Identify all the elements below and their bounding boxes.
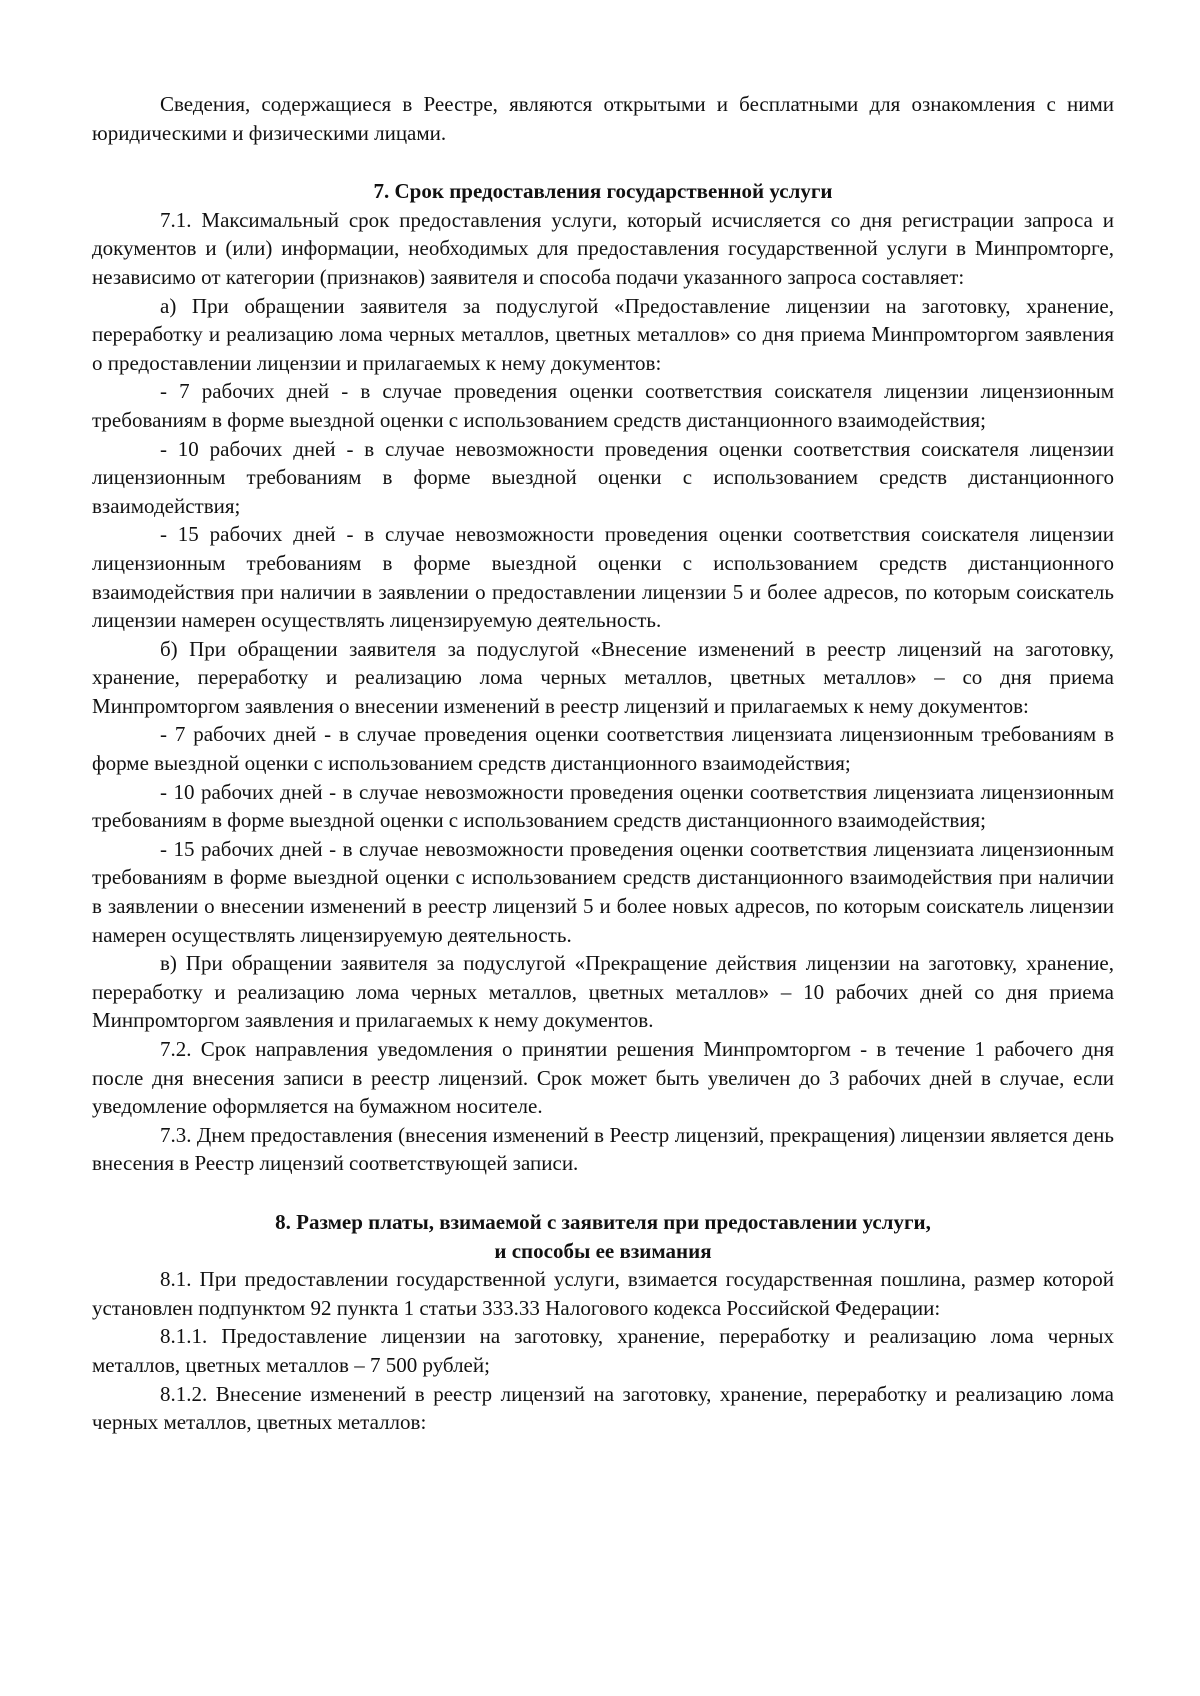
paragraph-7-1-b-item-3: - 15 рабочих дней - в случае невозможности проведения оценки соответствия лицензиата лицензионным требованиям в форме выездной оценки с использованием средств дистанционного взаимодействия при наличии в заявлении о внесении изменений в реестр лицензий 5 и более новых адресов, по которым соискатель лицензии намерен осуществлять лицензируемую деятельность.	[92, 836, 1114, 947]
paragraph-7-1-a-item-1: - 7 рабочих дней - в случае проведения оценки соответствия соискателя лицензии лицензионным требованиям в форме выездной оценки с использованием средств дистанционного взаимодействия;	[92, 379, 1114, 432]
paragraph-7-1-b-item-2: - 10 рабочих дней - в случае невозможности проведения оценки соответствия лицензиата лицензионным требованиям в форме выездной оценки с использованием средств дистанционного взаимодействия;	[92, 779, 1114, 833]
section-8-title	[92, 1208, 1114, 1265]
section-8-title-line-1: 8. Размер платы, взимаемой с заявителя при предоставлении услуги,	[275, 1209, 931, 1234]
paragraph-7-1-a: а) При обращении заявителя за подуслугой «Предоставление лицензии на заготовку, хранение, переработку и реализацию лома черных металлов, цветных металлов» со дня приема Минпромторгом заявления о предоставлении лицензии и прилагаемых к нему документов:	[92, 293, 1114, 375]
paragraph-7-1-b: б) При обращении заявителя за подуслугой «Внесение изменений в реестр лицензий на заготовку, хранение, переработку и реализацию лома черных металлов, цветных металлов» – со дня приема Минпромторгом заявления о внесении изменений в реестр лицензий и прилагаемых к нему документов:	[92, 636, 1114, 718]
document-page	[92, 90, 1114, 1437]
spacer	[92, 1178, 1114, 1208]
paragraph-7-1-a-item-3: - 15 рабочих дней - в случае невозможности проведения оценки соответствия соискателя лицензии лицензионным требованиям в форме выездной оценки с использованием средств дистанционного взаимодействия при наличии в заявлении о предоставлении лицензии 5 и более адресов, по которым соискатель лицензии намерен осуществлять лицензируемую деятельность.	[92, 522, 1114, 633]
section-7	[92, 177, 1114, 1178]
paragraph-7-1-a-item-2: - 10 рабочих дней - в случае невозможности проведения оценки соответствия соискателя лицензии лицензионным требованиям в форме выездной оценки с использованием средств дистанционного взаимодействия;	[92, 436, 1114, 518]
section-8-title-line-2: и способы ее взимания	[494, 1238, 712, 1263]
section-7-title: 7. Срок предоставления государственной услуги	[373, 179, 833, 204]
paragraph-7-2: 7.2. Срок направления уведомления о принятии решения Минпромторгом - в течение 1 рабочего дня после дня внесения записи в реестр лицензий. Срок может быть увеличен до 3 рабочих дней в случае, если уведомление оформляется на бумажном носителе.	[92, 1037, 1114, 1119]
paragraph-7-1-b-item-1: - 7 рабочих дней - в случае проведения оценки соответствия лицензиата лицензионным требованиям в форме выездной оценки с использованием средств дистанционного взаимодействия;	[92, 722, 1114, 776]
paragraph-7-3: 7.3. Днем предоставления (внесения изменений в Реестр лицензий, прекращения) лицензии является день внесения в Реестр лицензий соответствующей записи.	[92, 1122, 1114, 1176]
spacer	[92, 147, 1114, 177]
paragraph-8-1-2: 8.1.2. Внесение изменений в реестр лицензий на заготовку, хранение, переработку и реализацию лома черных металлов, цветных металлов:	[92, 1381, 1114, 1435]
paragraph-7-1: 7.1. Максимальный срок предоставления услуги, который исчисляется со дня регистрации запроса и документов и (или) информации, необходимых для предоставления государственной услуги в Минпромторге, независимо от категории (признаков) заявителя и способа подачи указанного запроса составляет:	[92, 207, 1114, 289]
paragraph-8-1-1: 8.1.1. Предоставление лицензии на заготовку, хранение, переработку и реализацию лома черных металлов, цветных металлов – 7 500 рублей;	[92, 1324, 1114, 1377]
intro-paragraph: Сведения, содержащиеся в Реестре, являются открытыми и бесплатными для ознакомления с ними юридическими и физическими лицами.	[92, 92, 1114, 145]
paragraph-8-1: 8.1. При предоставлении государственной услуги, взимается государственная пошлина, размер которой установлен подпунктом 92 пункта 1 статьи 333.33 Налогового кодекса Российской Федерации:	[92, 1267, 1114, 1320]
section-8	[92, 1208, 1114, 1437]
paragraph-7-1-v: в) При обращении заявителя за подуслугой «Прекращение действия лицензии на заготовку, хранение, переработку и реализацию лома черных металлов, цветных металлов» – 10 рабочих дней со дня приема Минпромторгом заявления и прилагаемых к нему документов.	[92, 951, 1114, 1033]
